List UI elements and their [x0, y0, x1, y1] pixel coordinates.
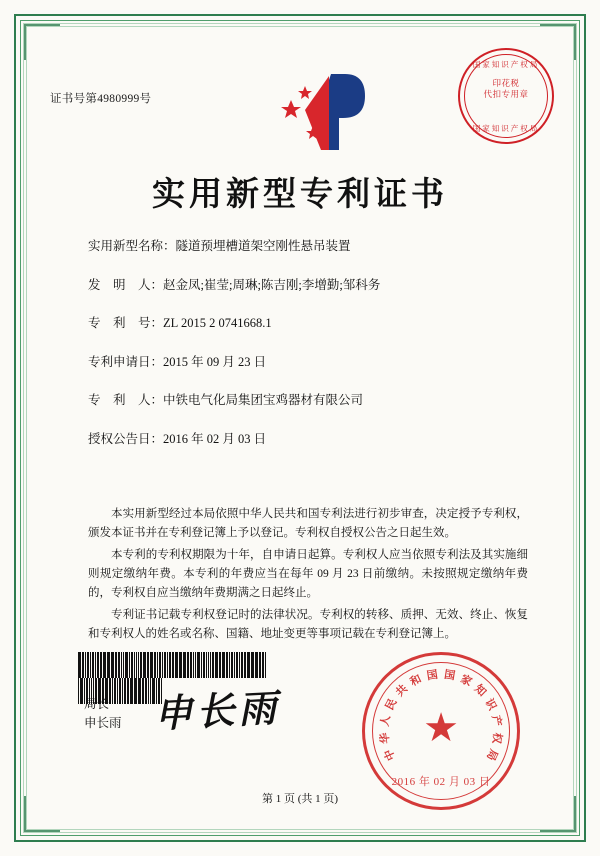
field-row: [88, 317, 536, 330]
seal-arc-top-text: 国家知识产权局: [472, 60, 540, 69]
barcode: [78, 652, 268, 678]
page-title: 实用新型专利证书: [152, 177, 448, 213]
field-value: 2016 年 02 月 03 日: [163, 431, 267, 446]
body-text: [88, 505, 528, 647]
signature-labels: [84, 695, 122, 733]
field-row: [88, 240, 536, 253]
field-label: 发 明 人：: [88, 277, 164, 292]
handwritten-signature: 申长雨: [153, 687, 282, 737]
field-row: [88, 394, 536, 407]
field-value: 隧道预埋槽道架空刚性悬吊装置: [175, 239, 351, 253]
signature-label-name: 申长雨: [84, 716, 122, 730]
fields-list: [88, 240, 536, 471]
field-row: [88, 356, 536, 369]
paragraph: 本专利的专利权期限为十年，自申请日起算。专利权人应当依照专利法及其实施细则规定缴纳年费。本专利的年费应当在每年 09 月 23 日前缴纳。未按照规定缴纳年费的，专利权自应当缴纳年费期满之日起终止。: [88, 549, 528, 599]
field-value: 赵金凤;崔莹;周琳;陈吉刚;李增勤;邹科务: [163, 277, 381, 292]
tax-stamp-seal: [458, 48, 554, 144]
field-label: 实用新型名称：: [88, 239, 176, 253]
field-label: 专 利 人：: [88, 393, 164, 407]
signature-label-office: 局长: [84, 697, 110, 711]
cnipa-logo-icon: [269, 66, 379, 156]
paragraph: 本实用新型经过本局依照中华人民共和国专利法进行初步审查，决定授予专利权，颁发本证书并在专利登记簿上予以登记。专利权自授权公告之日起生效。: [88, 508, 528, 539]
certificate-number: 证书号第4980999号: [50, 93, 152, 105]
field-label: 授权公告日：: [88, 431, 164, 446]
field-value: 中铁电气化局集团宝鸡器材有限公司: [163, 393, 364, 407]
star-icon: ★: [423, 704, 459, 750]
field-label: 专利申请日：: [88, 354, 164, 369]
field-row: [88, 433, 536, 446]
field-value: ZL 2015 2 0741668.1: [163, 316, 272, 330]
page-footer: 第 1 页 (共 1 页): [261, 793, 339, 805]
seal-center-text: 印花税 代扣专用章: [483, 78, 529, 99]
field-row: [88, 279, 536, 292]
seal-arc-bottom-text: 国家知识产权局: [472, 124, 540, 133]
field-label: 专 利 号：: [88, 316, 164, 330]
official-seal-date: 2016 年 02 月 03 日: [391, 776, 491, 788]
official-seal-arc-text: 中 华 人 民 共 和 国 国 家 知 识 产 权 局: [378, 668, 504, 763]
paragraph: 专利证书记载专利权登记时的法律状况。专利权的转移、质押、无效、终止、恢复和专利权人的姓名或名称、国籍、地址变更等事项记载在专利登记簿上。: [88, 609, 528, 640]
official-seal: [362, 652, 520, 810]
field-value: 2015 年 09 月 23 日: [163, 354, 267, 369]
